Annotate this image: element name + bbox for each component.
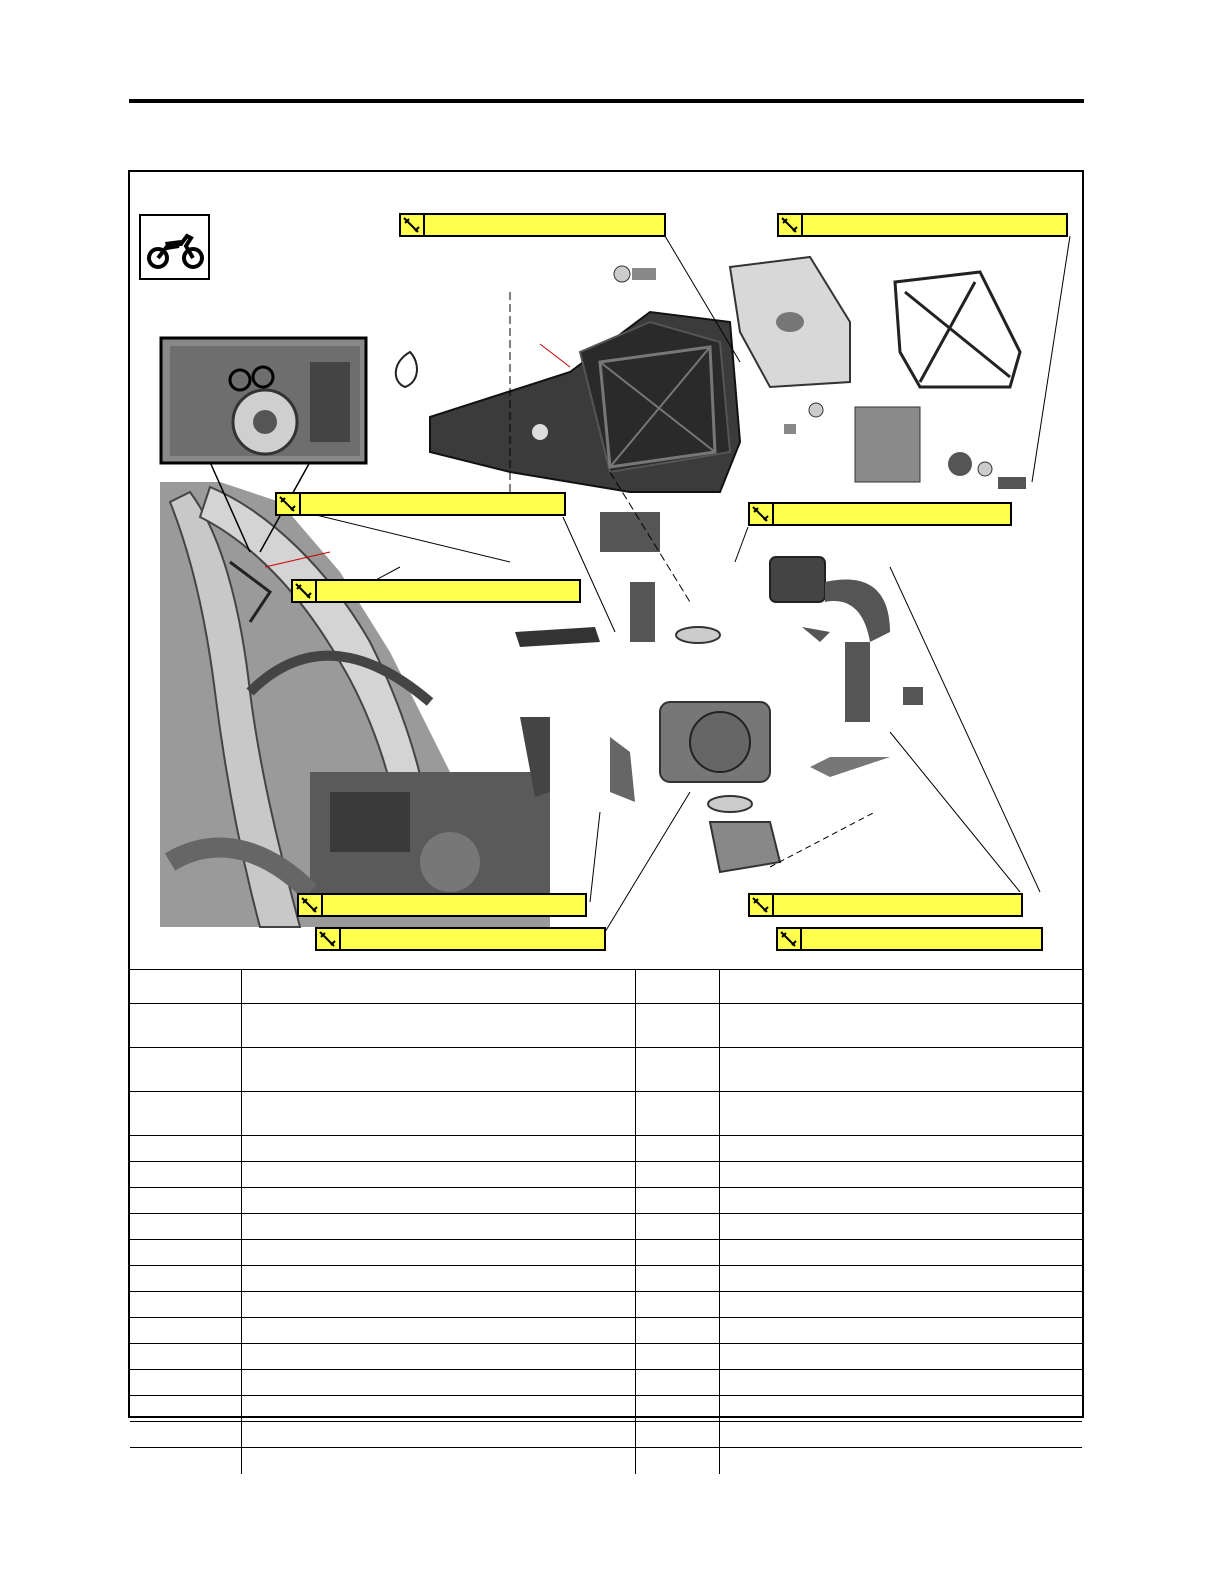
- air-filter-cover: [730, 257, 850, 387]
- torque-label: [748, 502, 1012, 526]
- table-cell: [635, 1048, 719, 1092]
- table-cell: [241, 1370, 635, 1396]
- table-cell: [130, 1370, 241, 1396]
- table-cell: [241, 1188, 635, 1214]
- table-cell: [719, 1188, 1082, 1214]
- table-cell: [130, 1396, 241, 1422]
- table-cell: [130, 1162, 241, 1188]
- torque-wrench-icon: [299, 895, 323, 915]
- table-row: [130, 1292, 1082, 1318]
- table-cell: [130, 1318, 241, 1344]
- table-cell: [241, 1292, 635, 1318]
- table-cell: [241, 1344, 635, 1370]
- table-row: [130, 970, 1082, 1004]
- table-cell: [241, 1266, 635, 1292]
- table-cell: [241, 1092, 635, 1136]
- table-cell: [719, 1214, 1082, 1240]
- table-cell: [719, 970, 1082, 1004]
- table-row: [130, 1092, 1082, 1136]
- air-filter-case: [430, 312, 740, 492]
- torque-wrench-icon: [317, 929, 341, 949]
- table-row: [130, 1266, 1082, 1292]
- parts-table: [130, 969, 1082, 1474]
- table-cell: [241, 1004, 635, 1048]
- table-cell: [241, 1448, 635, 1474]
- torque-label: [748, 893, 1023, 917]
- table-cell: [719, 1396, 1082, 1422]
- motorcycle-icon: [141, 216, 208, 278]
- table-cell: [719, 1422, 1082, 1448]
- table-cell: [719, 1136, 1082, 1162]
- table-cell: [130, 1048, 241, 1092]
- table-cell: [719, 1048, 1082, 1092]
- table-cell: [635, 1344, 719, 1370]
- table-cell: [719, 1292, 1082, 1318]
- table-cell: [635, 1004, 719, 1048]
- torque-label: [315, 927, 606, 951]
- table-cell: [130, 1092, 241, 1136]
- table-row: [130, 1162, 1082, 1188]
- table-cell: [635, 1396, 719, 1422]
- torque-wrench-icon: [778, 929, 802, 949]
- torque-label: [275, 492, 566, 516]
- table-cell: [241, 1214, 635, 1240]
- torque-label: [297, 893, 587, 917]
- table-cell: [130, 1240, 241, 1266]
- torque-wrench-icon: [779, 215, 803, 235]
- table-cell: [130, 1004, 241, 1048]
- table-row: [130, 1448, 1082, 1474]
- table-row: [130, 1318, 1082, 1344]
- table-cell: [130, 970, 241, 1004]
- table-cell: [130, 1136, 241, 1162]
- table-cell: [635, 1370, 719, 1396]
- table-row: [130, 1188, 1082, 1214]
- air-filter-element: [895, 272, 1020, 387]
- table-cell: [719, 1370, 1082, 1396]
- table-cell: [719, 1344, 1082, 1370]
- table-cell: [635, 1188, 719, 1214]
- table-row: [130, 1396, 1082, 1422]
- table-cell: [241, 970, 635, 1004]
- table-cell: [635, 970, 719, 1004]
- table-cell: [130, 1266, 241, 1292]
- header-rule: [129, 99, 1084, 103]
- table-cell: [241, 1240, 635, 1266]
- table-cell: [241, 1318, 635, 1344]
- torque-label: [399, 213, 666, 237]
- table-cell: [130, 1292, 241, 1318]
- torque-label: [291, 579, 581, 603]
- table-cell: [130, 1188, 241, 1214]
- table-cell: [719, 1266, 1082, 1292]
- table-cell: [719, 1092, 1082, 1136]
- table-cell: [241, 1136, 635, 1162]
- frame-photo: [160, 482, 550, 927]
- torque-wrench-icon: [401, 215, 425, 235]
- torque-label: [776, 927, 1043, 951]
- table-row: [130, 1004, 1082, 1048]
- table-cell: [241, 1162, 635, 1188]
- table-cell: [635, 1318, 719, 1344]
- table-cell: [130, 1448, 241, 1474]
- table-row: [130, 1370, 1082, 1396]
- table-cell: [241, 1422, 635, 1448]
- torque-label: [777, 213, 1068, 237]
- table-row: [130, 1048, 1082, 1092]
- torque-wrench-icon: [750, 504, 774, 524]
- table-row: [130, 1422, 1082, 1448]
- table-cell: [130, 1344, 241, 1370]
- table-cell: [635, 1292, 719, 1318]
- table-row: [130, 1240, 1082, 1266]
- table-cell: [635, 1136, 719, 1162]
- table-cell: [635, 1422, 719, 1448]
- table-cell: [635, 1266, 719, 1292]
- table-cell: [719, 1318, 1082, 1344]
- table-cell: [719, 1240, 1082, 1266]
- table-cell: [719, 1448, 1082, 1474]
- throttle-body: [515, 512, 780, 872]
- table-cell: [719, 1004, 1082, 1048]
- exploded-diagram: [130, 172, 1082, 970]
- table-cell: [130, 1214, 241, 1240]
- table-cell: [241, 1048, 635, 1092]
- torque-wrench-icon: [277, 494, 301, 514]
- table-cell: [635, 1162, 719, 1188]
- torque-wrench-icon: [750, 895, 774, 915]
- table-cell: [130, 1422, 241, 1448]
- motorcycle-icon-box: [139, 214, 210, 280]
- table-row: [130, 1136, 1082, 1162]
- table-row: [130, 1344, 1082, 1370]
- table-cell: [635, 1240, 719, 1266]
- table-cell: [635, 1214, 719, 1240]
- table-row: [130, 1214, 1082, 1240]
- table-cell: [635, 1448, 719, 1474]
- table-cell: [635, 1092, 719, 1136]
- table-cell: [719, 1162, 1082, 1188]
- torque-wrench-icon: [293, 581, 317, 601]
- table-cell: [241, 1396, 635, 1422]
